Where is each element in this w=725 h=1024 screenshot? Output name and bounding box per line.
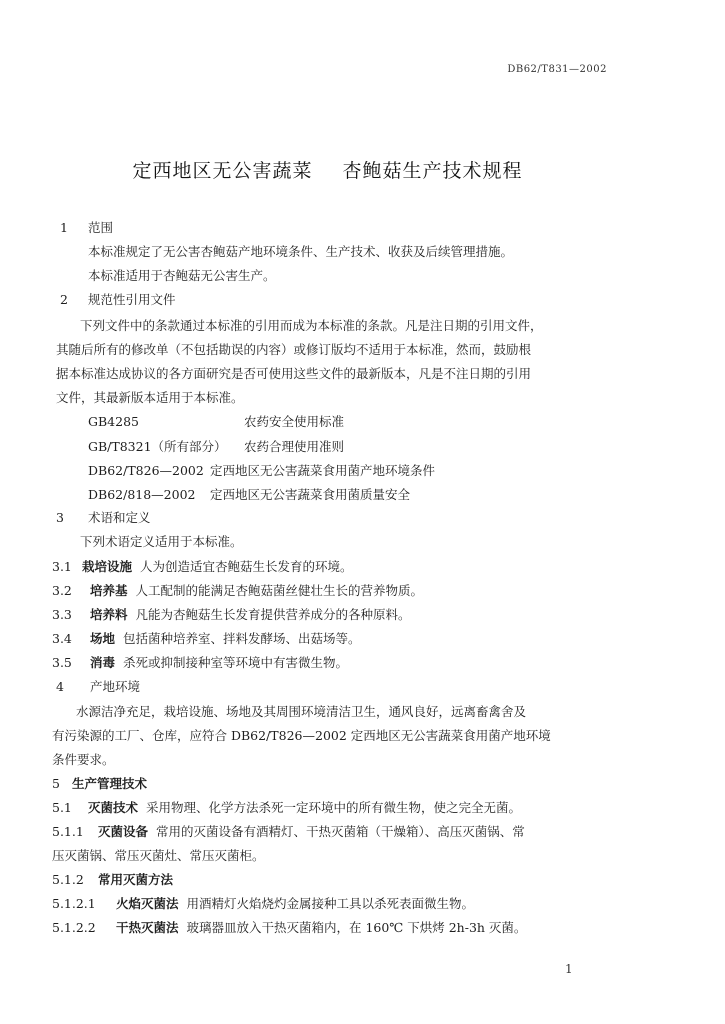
page-number: 1 (565, 962, 573, 976)
clause-5-1: 5.1 灭菌技术 采用物理、化学方法杀死一定环境中的所有微生物，使之完全无菌。 (52, 800, 521, 815)
clause-5-1-2-1: 5.1.2.1 火焰灭菌法 用酒精灯火焰烧灼金属接种工具以杀死表面微生物。 (52, 896, 474, 911)
section-1-heading: 1 范围 (60, 220, 114, 235)
section-1-paragraph-1: 本标准规定了无公害杏鲍菇产地环境条件、生产技术、收获及后续管理措施。 (88, 244, 514, 259)
section-4-paragraph-line-1: 水源洁净充足，栽培设施、场地及其周围环境清洁卫生，通风良好，远离畜禽舍及 (76, 704, 527, 719)
term-definition: 3.2 培养基 人工配制的能满足杏鲍菇菌丝健壮生长的营养物质。 (52, 583, 423, 598)
document-code: DB62/T831—2002 (507, 64, 607, 75)
clause-5-1-2: 5.1.2 常用灭菌方法 (52, 872, 174, 887)
term-definition: 3.1 栽培设施 人为创造适宜杏鲍菇生长发育的环境。 (52, 559, 353, 574)
title-part-2: 杏鲍菇生产技术规程 (342, 160, 523, 182)
clause-5-1-1-continuation: 压灭菌锅、常压灭菌灶、常压灭菌柜。 (52, 848, 265, 863)
clause-5-1-1: 5.1.1 灭菌设备 常用的灭菌设备有酒精灯、干热灭菌箱（干燥箱）、高压灭菌锅、常 (52, 824, 525, 839)
clause-5-1-2-2: 5.1.2.2 干热灭菌法 玻璃器皿放入干热灭菌箱内，在 160℃ 下烘烤 2h-3h 灭菌。 (52, 920, 527, 935)
reference-item: DB62/T826—2002 定西地区无公害蔬菜食用菌产地环境条件 (88, 463, 436, 478)
term-definition: 3.4 场地 包括菌种培养室、拌料发酵场、出菇场等。 (52, 631, 361, 646)
section-1-paragraph-2: 本标准适用于杏鲍菇无公害生产。 (88, 268, 276, 283)
section-2-paragraph-line-4: 文件，其最新版本适用于本标准。 (56, 390, 244, 405)
section-4-paragraph-line-3: 条件要求。 (52, 752, 115, 767)
term-definition: 3.5 消毒 杀死或抑制接种室等环境中有害微生物。 (52, 655, 348, 670)
section-2-paragraph-line-1: 下列文件中的条款通过本标准的引用而成为本标准的条款。凡是注日期的引用文件， (80, 318, 543, 333)
section-5-heading: 5 生产管理技术 (52, 776, 148, 791)
section-4-heading: 4 产地环境 (56, 679, 141, 694)
section-4-paragraph-line-2: 有污染源的工厂、仓库，应符合 DB62/T826—2002 定西地区无公害蔬菜食用菌产地环境 (52, 728, 551, 743)
section-2-paragraph-line-3: 据本标准达成协议的各方面研究是否可使用这些文件的最新版本，凡是不注日期的引用 (56, 366, 532, 381)
section-3-heading: 3 术语和定义 (56, 510, 151, 525)
section-2-heading: 2 规范性引用文件 (60, 292, 176, 307)
section-2-paragraph-line-2: 其随后所有的修改单（不包括勘误的内容）或修订版均不适用于本标准，然而，鼓励根 (56, 342, 532, 357)
document-title (0, 156, 655, 183)
reference-item: DB62/818—2002 定西地区无公害蔬菜食用菌质量安全 (88, 487, 411, 502)
title-part-1: 定西地区无公害蔬菜 (132, 160, 313, 182)
reference-item: GB/T8321（所有部分） 农药合理使用准则 (88, 439, 345, 454)
term-definition: 3.3 培养料 凡能为杏鲍菇生长发育提供营养成分的各种原料。 (52, 607, 411, 622)
reference-item: GB4285 农药安全使用标准 (88, 414, 345, 429)
section-3-intro: 下列术语定义适用于本标准。 (80, 534, 243, 549)
